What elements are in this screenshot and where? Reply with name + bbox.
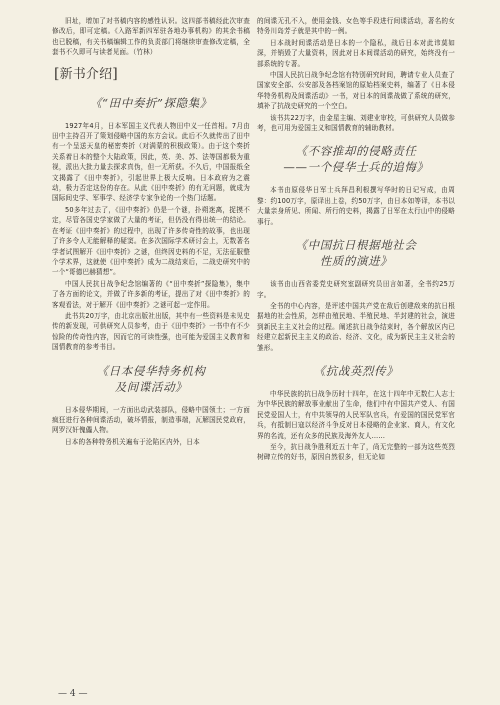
intro-paragraph: 旧址，增加了对书稿内容的感性认识。这四部书稿经此次审查修改后，即可定稿。《入路军新四军驻各地办事机构》的其余书稿也已脱稿，有关书稿编辑工作的负责部门将继续审查修改定稿，全套书不久即可与读者见面。（竹林）	[52, 17, 250, 57]
book5-paragraph: 至今，抗日战争胜利近五十年了，尚无完整的一部为这些英烈树碑立传的好书，原因自然很多，但无论如	[257, 442, 455, 462]
book5-title: 《抗战英烈传》	[313, 363, 399, 378]
section-label-text: 新书介绍	[59, 66, 113, 82]
page-number: — 4 —	[58, 689, 88, 699]
book2-title-line2: 及间谍活动》	[114, 379, 188, 394]
book1-paragraph: 此书共20万字，由北京出版社出版，其中有一些资料是未见史传的新发现，可供研究人员参考，由于《田中奏折》一书中有不少惊险的传奇性内容，因而它的可读性强，也可能为爱国主义教育和国情教育的参考书目。	[52, 311, 250, 352]
book5-paragraph: 中华民族的抗日战争历时十四年，在这十四年中无数仁人志士为中华民族的解放事业献出了生命，他们中有中国共产党人、有国民党爱国人士，有中共领导的人民军队官兵，有爱国的国民党军官兵，有抵制日寇以经济斗争反对日本侵略的企业家、商人，有文化界的名流，还有众多的民族及海外友人……	[257, 389, 455, 440]
book2-title	[52, 363, 250, 395]
right-bracket: ]	[112, 65, 118, 82]
book2-continued-paragraph: 日本战时间谍活动是日本的一个隐私，战后日本对此讳莫如深，并销毁了大量资料，因此对日本间谍活动的研究，始终没有一部系统的专著。	[257, 38, 455, 68]
book1-paragraph: 50多年过去了，《田中奏折》仍是一个谜，扑朔迷离，捉摸不定，尽管各国史学家做了大量的考证，但仍没有得出统一的结论。在考证《田中奏折》的过程中，出现了许多传奇性的故事，也出现了许多令人无能解释的疑窦。在多次国际学术研讨会上，无数著名学者试图解开《田中奏折》之谜，但终因史料的不足，无法征服整个学术界，这就使《田中奏折》成为二战结束后，二战史研究中的一个“哥德巴赫猜想”。	[52, 205, 250, 277]
left-column	[52, 16, 250, 448]
section-label	[52, 66, 120, 83]
book3-title-line2: ——一个侵华士兵的追悔》	[283, 160, 429, 175]
book3-title-line1: 《不容推却的侵略责任	[295, 144, 417, 159]
right-column	[257, 16, 455, 464]
book4-title-line1: 《中国抗日根据地社会	[295, 238, 417, 253]
book2-paragraph: 日本侵华期间，一方面出动武装部队，侵略中国领土；一方面疯狂进行各种间谍活动，破坏情报，制造事端，瓦解国民党政府，网罗汉奸傀儡人物。	[52, 405, 250, 435]
book4-title	[257, 237, 455, 269]
book4-title-line2: 性质的演进》	[319, 254, 393, 269]
left-bracket: [	[54, 65, 60, 82]
book2-title-line1: 《日本侵华特务机构	[96, 363, 206, 378]
book1-paragraph: 1927年4月，日本军国主义代表人物田中义一任首相。7月由田中主持召开了策划侵略中国的东方会议。此后不久就传出了田中有一个呈送天皇的秘密奏折（对满蒙的积极政策）。由于这个奏折关系着日本的整个大陆政策，因此，英、美、苏、法等国都极为重视，派出大批力量去探求真伪，但一无所获。不久后，中国报纸全文揭露了《田中奏折》，引起世界上极大反响。日本政府为之震动，极力否定这份的存在。从此《田中奏折》的有无问题，就成为国际间史学、军事学、经济学专家争论的一个热门话题。	[52, 121, 250, 203]
book2-continued-paragraph: 中国人民抗日战争纪念馆有特别研究时间，聘请专业人员查了国家安全部、公安部及各档案馆的原始档案史料，编著了《日本侵华特务机构及间谍活动》一书，对日本的间谍战做了系统的研究，填补了抗战史研究的一个空白。	[257, 71, 455, 111]
book2-continued-paragraph: 的间谍无孔不入，使用金钱、女色等手段进行间谍活动，著名的女特务川岛芳子就是其中的一例。	[257, 17, 455, 36]
book4-paragraph: 全书的中心内容，是评述中国共产党在敌后创建敌来的抗日根据地的社会性质，怎样由殖民地、半殖民地、半封建的社会，演进到新民主主义社会的过程。阐述抗日战争结束时，各个解放区内已经建立起新民主主义的政治、经济、文化，成为新民主主义社会的雏形。	[257, 301, 455, 352]
book2-paragraph: 日本的各种特务机关遍布于沦陷区内外，日本	[65, 437, 200, 446]
book2-continued-paragraph: 该书共22万字，由金星主编、刘建业审校，可供研究人员做参考，也可用为爱国主义和国情教育的辅助教材。	[257, 113, 455, 133]
book1-title: 《“田中奏折”探隐集》	[90, 95, 212, 110]
book1-paragraph: 中国人民抗日战争纪念馆编著的《“田中奏折”探隐集》，集中了各方面的论文，并做了许多新的考证，提出了对《田中奏折》的客观看法，对于解开《田中奏折》之谜可起一定作用。	[52, 279, 250, 309]
book3-paragraph: 本书由原侵华日军士兵拜昌利根撰写华时的日记写成，由周黎：约100万字，原译出上卷，约50万字，由日本如等译，本书以大量亲身所见、所闻、所行的史料，揭露了日军在太行山中的侵略事行。	[257, 186, 455, 226]
book4-paragraph: 该书由山西省委党史研究室副研究员田言如著，全书约25万字。	[257, 280, 455, 299]
book3-title	[257, 143, 455, 175]
